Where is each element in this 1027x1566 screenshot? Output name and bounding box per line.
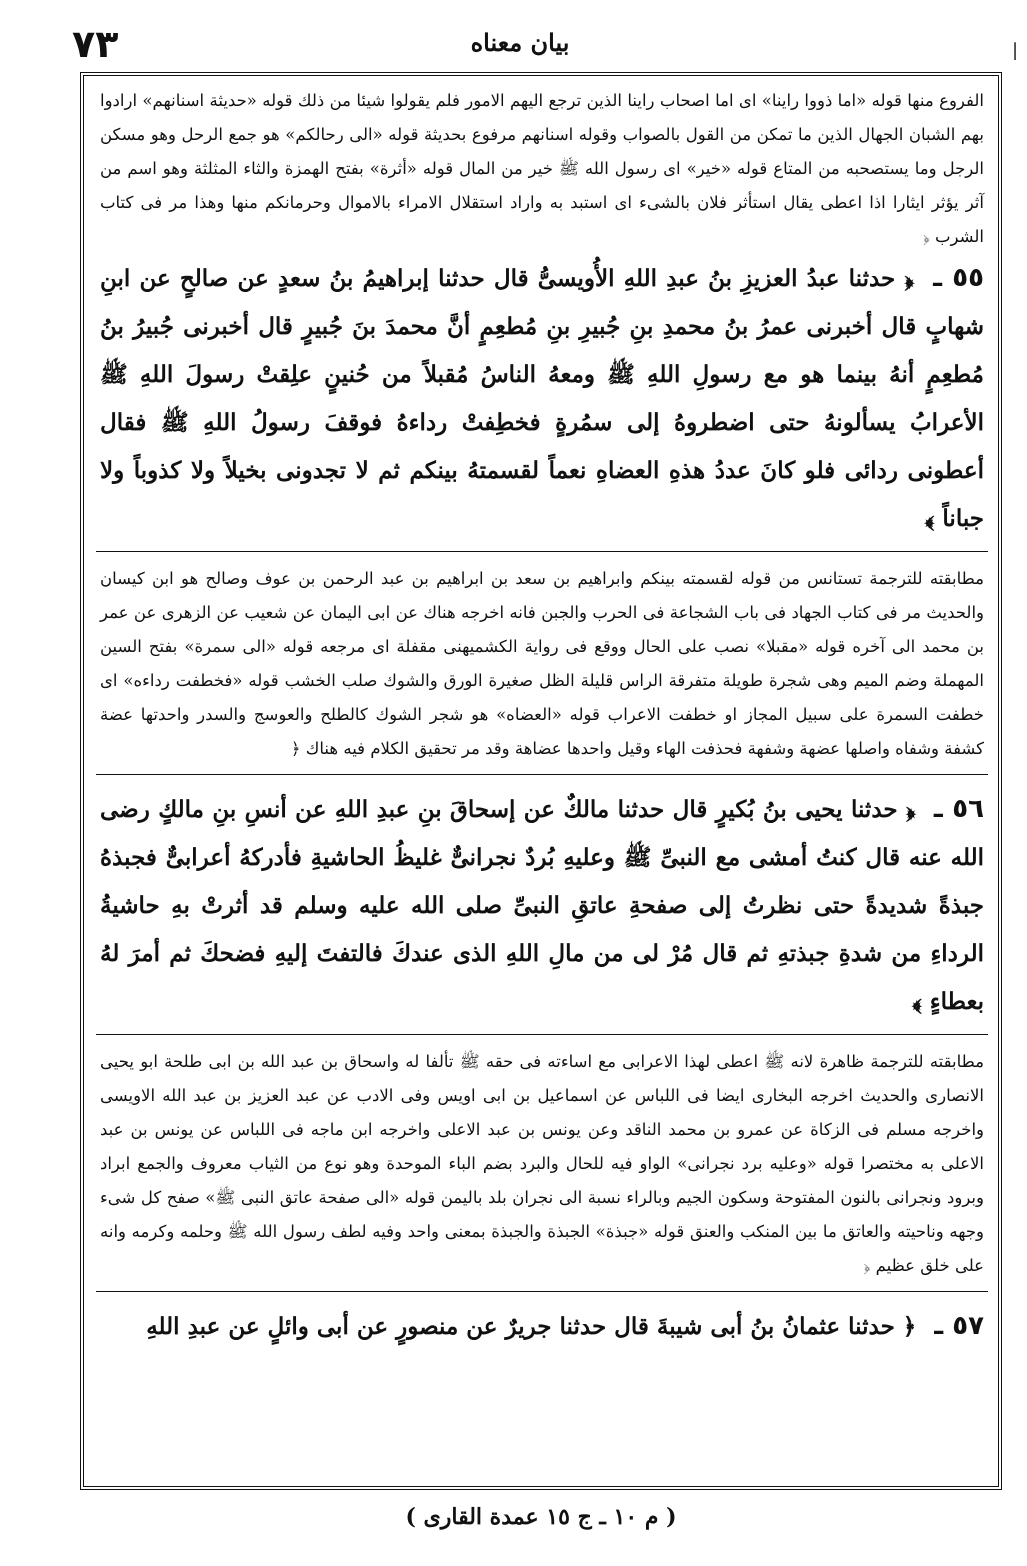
- page-footer: ( م ١٠ ـ ج ١٥ عمدة القارى ): [405, 1504, 677, 1530]
- hadith-56: [96, 785, 988, 1026]
- commentary-paragraph-3: مطابقته للترجمة ظاهرة لانه ﷺ اعطى لهذا الاعرابى مع اساءته فى حقه ﷺ تألفا له واسحاق بن عبد الله بن ابى طلحة ابو يحيى الانصارى والحديث اخرجه البخارى ايضا فى اللباس عن اسماعيل بن ابى اويس وفى الادب عن عبد العزيز بن عبد الله الاويسى واخرجه مسلم فى الزكاة عن عمرو بن محمد الناقد وعن يونس بن عبد الاعلى واخرجه ابن ماجه فى اللباس عن يونس بن عبد الاعلى به مختصرا قوله «وعليه برد نجرانى» الواو فيه للحال والبرد بضم الباء الموحدة وهو نوع من الثياب معروف والجمع ابراد وبرود ونجرانى بالنون المفتوحة وسكون الجيم وبالراء نسبة الى نجران بلد باليمن قوله «الى صفحة عاتق النبى ﷺ» صفح كل شىء وجهه وناحيته والعاتق ما بين المنكب والعنق قوله «جبذة» الجبذة والجبذة بمعنى واحد وفيه لطف رسول الله ﷺ وحلمه وكرمه وانه على خلق عظيم ﴿: [100, 1052, 984, 1275]
- hadith-number: ٥٦ ـ: [933, 794, 984, 824]
- running-title: بيان معناه: [470, 28, 570, 57]
- hadith-text: ﴿ حدثنا عثمانُ بنُ أبى شيبةَ قال حدثنا جريرٌ عن منصورٍ عن أبى وائلٍ عن عبدِ اللهِ: [146, 1313, 917, 1340]
- divider: [96, 774, 988, 775]
- hadith-number: ٥٥ ـ: [933, 263, 984, 293]
- commentary-paragraph-1: الفروع منها قوله «اما ذووا راينا» اى اما اصحاب راينا الذين ترجع اليهم الامور فلم يقولوا شيئا من ذلك قوله «حديثة اسنانهم» ارادوا بهم الشبان الجهال الذين ما تمكن من القول بالصواب وقوله اسنانهم مرفوع بحديثة قوله «الى رحالكم» هو جمع الرحل وهو مسكن الرجل وما يستصحبه من المتاع قوله «خير» اى رسول الله ﷺ خير من المال قوله «أثرة» بفتح الهمزة والثاء المثلثة وهو اسم من آثر يؤثر ايثارا اذا اعطى يقال استأثر فلان بالشىء اى استبد به واراد استقلال الامراء بالاموال وحرمانكم منها وهذا مر فى كتاب الشرب ﴿: [100, 91, 984, 246]
- hadith-text: ﴿ حدثنا يحيى بنُ بُكيرٍ قال حدثنا مالكٌ عن إسحاقَ بنِ عبدِ اللهِ عن أنسِ بنِ مالكٍ رضى الله عنه قال كنتُ أمشى مع النبىِّ ﷺ وعليهِ بُردٌ نجرانىٌّ غليظُ الحاشيةِ فأدركهُ أعرابىٌّ فجبذهُ جبذةً شديدةً حتى نظرتُ إلى صفحةِ عاتقِ النبىِّ صلى الله عليه وسلم قد أثرتْ بهِ حاشيةُ الرداءِ من شدةِ جبذتهِ ثم قال مُرْ لى من مالِ اللهِ الذى عندكَ فالتفتَ إليهِ فضحكَ ثم أمرَ لهُ بعطاءٍ ﴾: [100, 796, 984, 1015]
- hadith-57: [96, 1302, 988, 1351]
- divider: [96, 1034, 988, 1035]
- divider: [96, 551, 988, 552]
- hadith-55: [96, 254, 988, 543]
- divider: [96, 1291, 988, 1292]
- page-body: [96, 84, 988, 1480]
- page-number: ۷۳: [72, 22, 119, 66]
- hadith-number: ٥٧ ـ: [934, 1311, 984, 1341]
- commentary-paragraph-2: مطابقته للترجمة تستانس من قوله لقسمته بينكم وابراهيم بن سعد بن ابراهيم بن عبد الرحمن بن عوف وصالح هو ابن كيسان والحديث مر فى كتاب الجهاد فى باب الشجاعة فى الحرب والجبن فانه اخرجه هناك عن ابى اليمان عن شعيب عن الزهرى عن عمر بن محمد الى آخره قوله «مقبلا» نصب على الحال ووقع فى رواية الكشميهنى مقفلة اى مرجعه قوله «الى سمرة» بفتح السين المهملة وضم الميم وهى شجرة طويلة متفرقة الراس قليلة الظل صغيرة الورق والشوك صلب الخشب قوله «فخطفت رداءه» اى خطفت السمرة على سبيل المجاز او خطفت الاعراب قوله «العضاه» هو شجر الشوك كالطلح والعوسج والسدر واحدتها عضة كشفة وشفاه واصلها عضهة وشفهة فحذفت الهاء وقيل واحدها عضاهة وقد مر تحقيق الكلام فيه هناك ﴿: [100, 569, 984, 758]
- hadith-text: ﴿ حدثنا عبدُ العزيزِ بنُ عبدِ اللهِ الأُويسىُّ قال حدثنا إبراهيمُ بنُ سعدٍ عن صالحٍ عن ابنِ شهابٍ قال أخبرنى عمرُ بنُ محمدِ بنِ جُبيرِ بنِ مُطعِمٍ أنَّ محمدَ بنَ جُبيرٍ قال أخبرنى جُبيرُ بنُ مُطعِمٍ أنهُ بينما هو مع رسولِ اللهِ ﷺ ومعهُ الناسُ مُقبلاً من حُنينٍ علِقتْ رسولَ اللهِ ﷺ الأعرابُ يسألونهُ حتى اضطروهُ إلى سمُرةٍ فخطِفتْ رداءهُ فوقفَ رسولُ اللهِ ﷺ فقال أعطونى ردائى فلو كانَ عددُ هذهِ العضاهِ نعماً لقسمتهُ بينكم ثم لا تجدونى بخيلاً ولا كذوباً ولا جباناً ﴾: [100, 265, 984, 532]
- page-header: [60, 18, 980, 68]
- margin-mark: |: [1012, 40, 1019, 61]
